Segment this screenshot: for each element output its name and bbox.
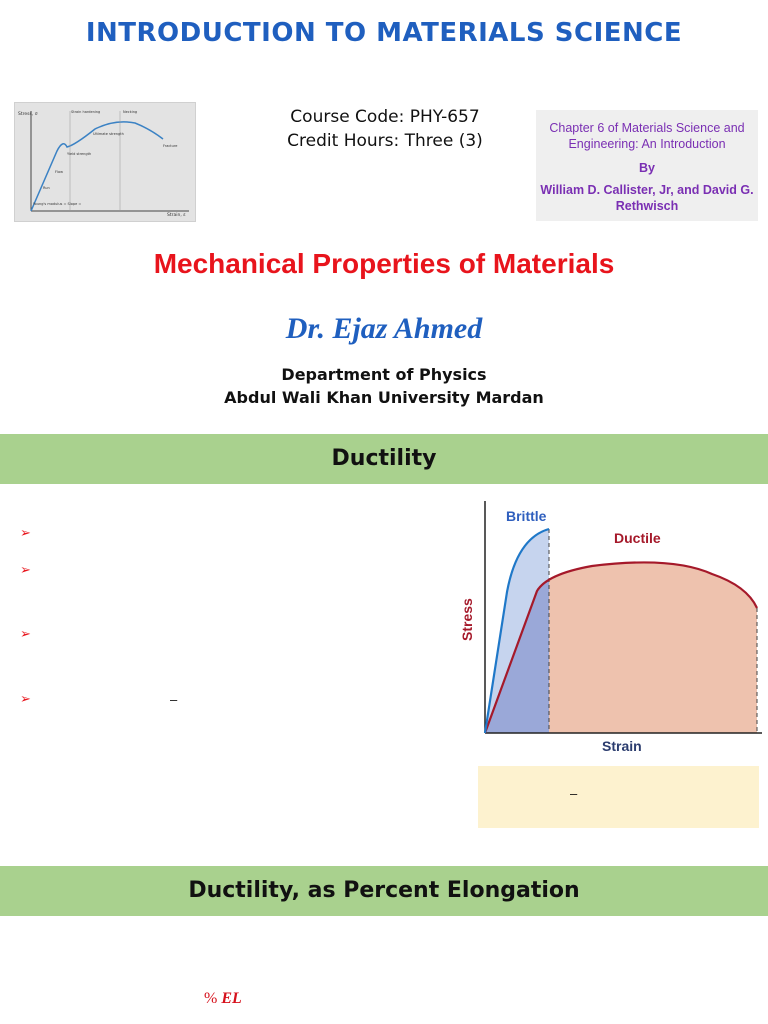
- arrowhead-bullet-icon: ➢: [20, 691, 31, 706]
- percent-elongation-formula: [204, 990, 242, 1008]
- reference-authors-1: William D. Callister, Jr, and David G.: [540, 183, 754, 197]
- reference-authors-2: Rethwisch: [615, 199, 679, 213]
- arrowhead-bullet-icon: ➢: [20, 626, 31, 641]
- section-header-ductility: Ductility: [0, 434, 768, 484]
- reference-line-2: Engineering: An Introduction: [568, 137, 726, 151]
- brittle-label: Brittle: [506, 508, 547, 524]
- ductile-label: Ductile: [614, 530, 661, 546]
- brittle-ductile-chart: [452, 496, 764, 758]
- university-name: Abdul Wali Khan University Mardan: [224, 388, 544, 407]
- department-block: [0, 363, 768, 409]
- thumb-label-necking: Necking: [123, 110, 138, 114]
- reference-by: By: [639, 161, 655, 175]
- x-axis-label: Strain: [602, 738, 642, 754]
- main-title: INTRODUCTION TO MATERIALS SCIENCE: [85, 18, 683, 48]
- arrowhead-bullet-icon: ➢: [20, 562, 31, 577]
- reference-box: [536, 110, 758, 221]
- thumb-label-yield-strength: Yield strength: [67, 152, 92, 156]
- percent-sign: %: [204, 990, 218, 1007]
- thumbnail-graphic: [15, 103, 195, 221]
- dash-mark: –: [170, 692, 178, 707]
- section-header-percent-elongation: Ductility, as Percent Elongation: [0, 866, 768, 916]
- thumb-label-fracture: Fracture: [163, 144, 178, 148]
- thumb-label-flow: Flow: [55, 170, 63, 174]
- thumb-label-strain-hardening: Strain hardening: [71, 110, 101, 114]
- course-code: Course Code: PHY-657: [290, 107, 480, 127]
- thumb-label-ultimate-strength: Ultimate strength: [93, 132, 124, 136]
- stress-strain-thumbnail: [14, 102, 196, 222]
- thumb-label-run: Run: [43, 186, 50, 190]
- author-name: Dr. Ejaz Ahmed: [285, 312, 483, 345]
- y-axis-label: Stress: [459, 598, 475, 641]
- formula-box: [478, 766, 759, 828]
- el-symbol: EL: [221, 990, 242, 1007]
- chart-svg: [452, 496, 764, 758]
- thumb-y-axis-label: Stress, σ: [18, 112, 38, 117]
- dash-mark: –: [570, 786, 578, 801]
- reference-line-1: Chapter 6 of Materials Science and: [549, 121, 745, 135]
- thumb-x-axis-label: Strain, ε: [167, 213, 186, 218]
- department-name: Department of Physics: [281, 365, 487, 384]
- thumb-label-youngs-modulus: Young's modulus = Slope =: [33, 202, 82, 206]
- arrowhead-bullet-icon: ➢: [20, 525, 31, 540]
- subtitle: Mechanical Properties of Materials: [153, 248, 615, 279]
- course-info: [250, 105, 520, 153]
- credit-hours: Credit Hours: Three (3): [287, 131, 483, 151]
